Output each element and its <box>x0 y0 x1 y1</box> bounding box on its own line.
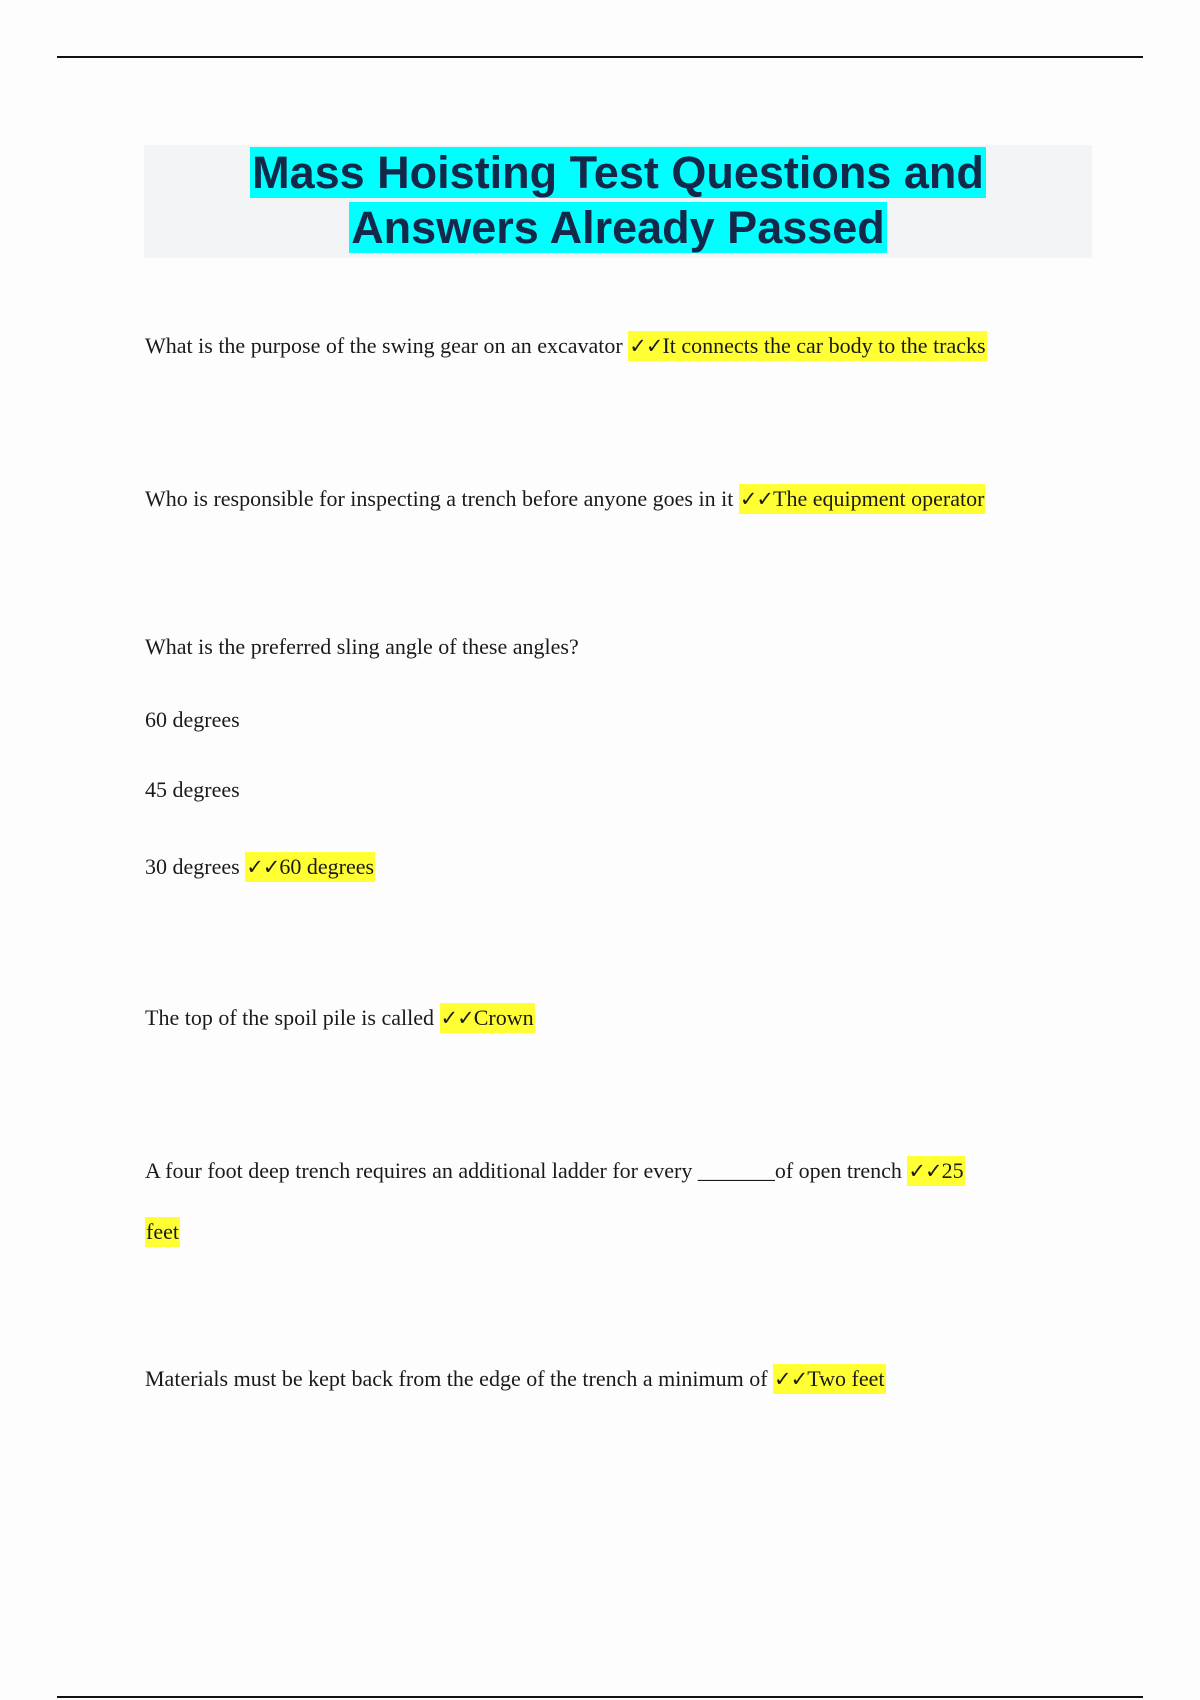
option-text: 45 degrees <box>145 777 240 802</box>
qa-item-1 <box>145 331 987 361</box>
option-2 <box>145 775 240 805</box>
question-text: A four foot deep trench requires an additional ladder for every _______of open trench <box>145 1158 908 1183</box>
answer-text: The equipment operator <box>773 486 985 511</box>
title-line-1: Mass Hoisting Test Questions and <box>252 147 984 198</box>
check-mark-icon: ✓✓ <box>246 855 280 879</box>
answer-highlight <box>440 1003 535 1033</box>
check-mark-icon: ✓✓ <box>774 1367 808 1391</box>
title-line-2: Answers Already Passed <box>351 202 885 253</box>
question-text: The top of the spoil pile is called <box>145 1005 440 1030</box>
answer-highlight <box>145 1217 180 1247</box>
answer-text: It connects the car body to the tracks <box>662 333 986 358</box>
qa-item-2 <box>145 484 985 514</box>
answer-text: Two feet <box>807 1366 885 1391</box>
option-1 <box>145 705 240 735</box>
option-text: 30 degrees <box>145 854 246 879</box>
title-banner <box>144 145 1092 258</box>
check-mark-icon: ✓✓ <box>908 1159 942 1183</box>
answer-highlight <box>907 1156 964 1186</box>
answer-text: 60 degrees <box>279 854 375 879</box>
answer-highlight <box>773 1364 885 1394</box>
answer-highlight <box>739 484 986 514</box>
answer-highlight <box>245 852 375 882</box>
qa-item-5-continued <box>145 1217 180 1247</box>
option-3 <box>145 852 375 882</box>
qa-item-5 <box>145 1156 965 1186</box>
answer-highlight <box>628 331 986 361</box>
question-text: What is the purpose of the swing gear on an excavator <box>145 333 629 358</box>
question-text: Who is responsible for inspecting a trench before anyone goes in it <box>145 486 739 511</box>
question-text: Materials must be kept back from the edge of the trench a minimum of <box>145 1366 774 1391</box>
answer-text: 25 <box>941 1158 964 1183</box>
answer-text: Crown <box>473 1005 534 1030</box>
check-mark-icon: ✓✓ <box>440 1006 474 1030</box>
bottom-rule <box>57 1696 1143 1698</box>
answer-text: feet <box>146 1219 179 1244</box>
check-mark-icon: ✓✓ <box>629 334 663 358</box>
top-rule <box>57 56 1143 58</box>
qa-item-6 <box>145 1364 886 1394</box>
qa-item-4 <box>145 1003 535 1033</box>
document-title <box>250 145 986 255</box>
check-mark-icon: ✓✓ <box>739 487 774 511</box>
option-text: 60 degrees <box>145 707 240 732</box>
question-text: What is the preferred sling angle of these angles? <box>145 634 579 659</box>
qa-item-3 <box>145 632 579 662</box>
